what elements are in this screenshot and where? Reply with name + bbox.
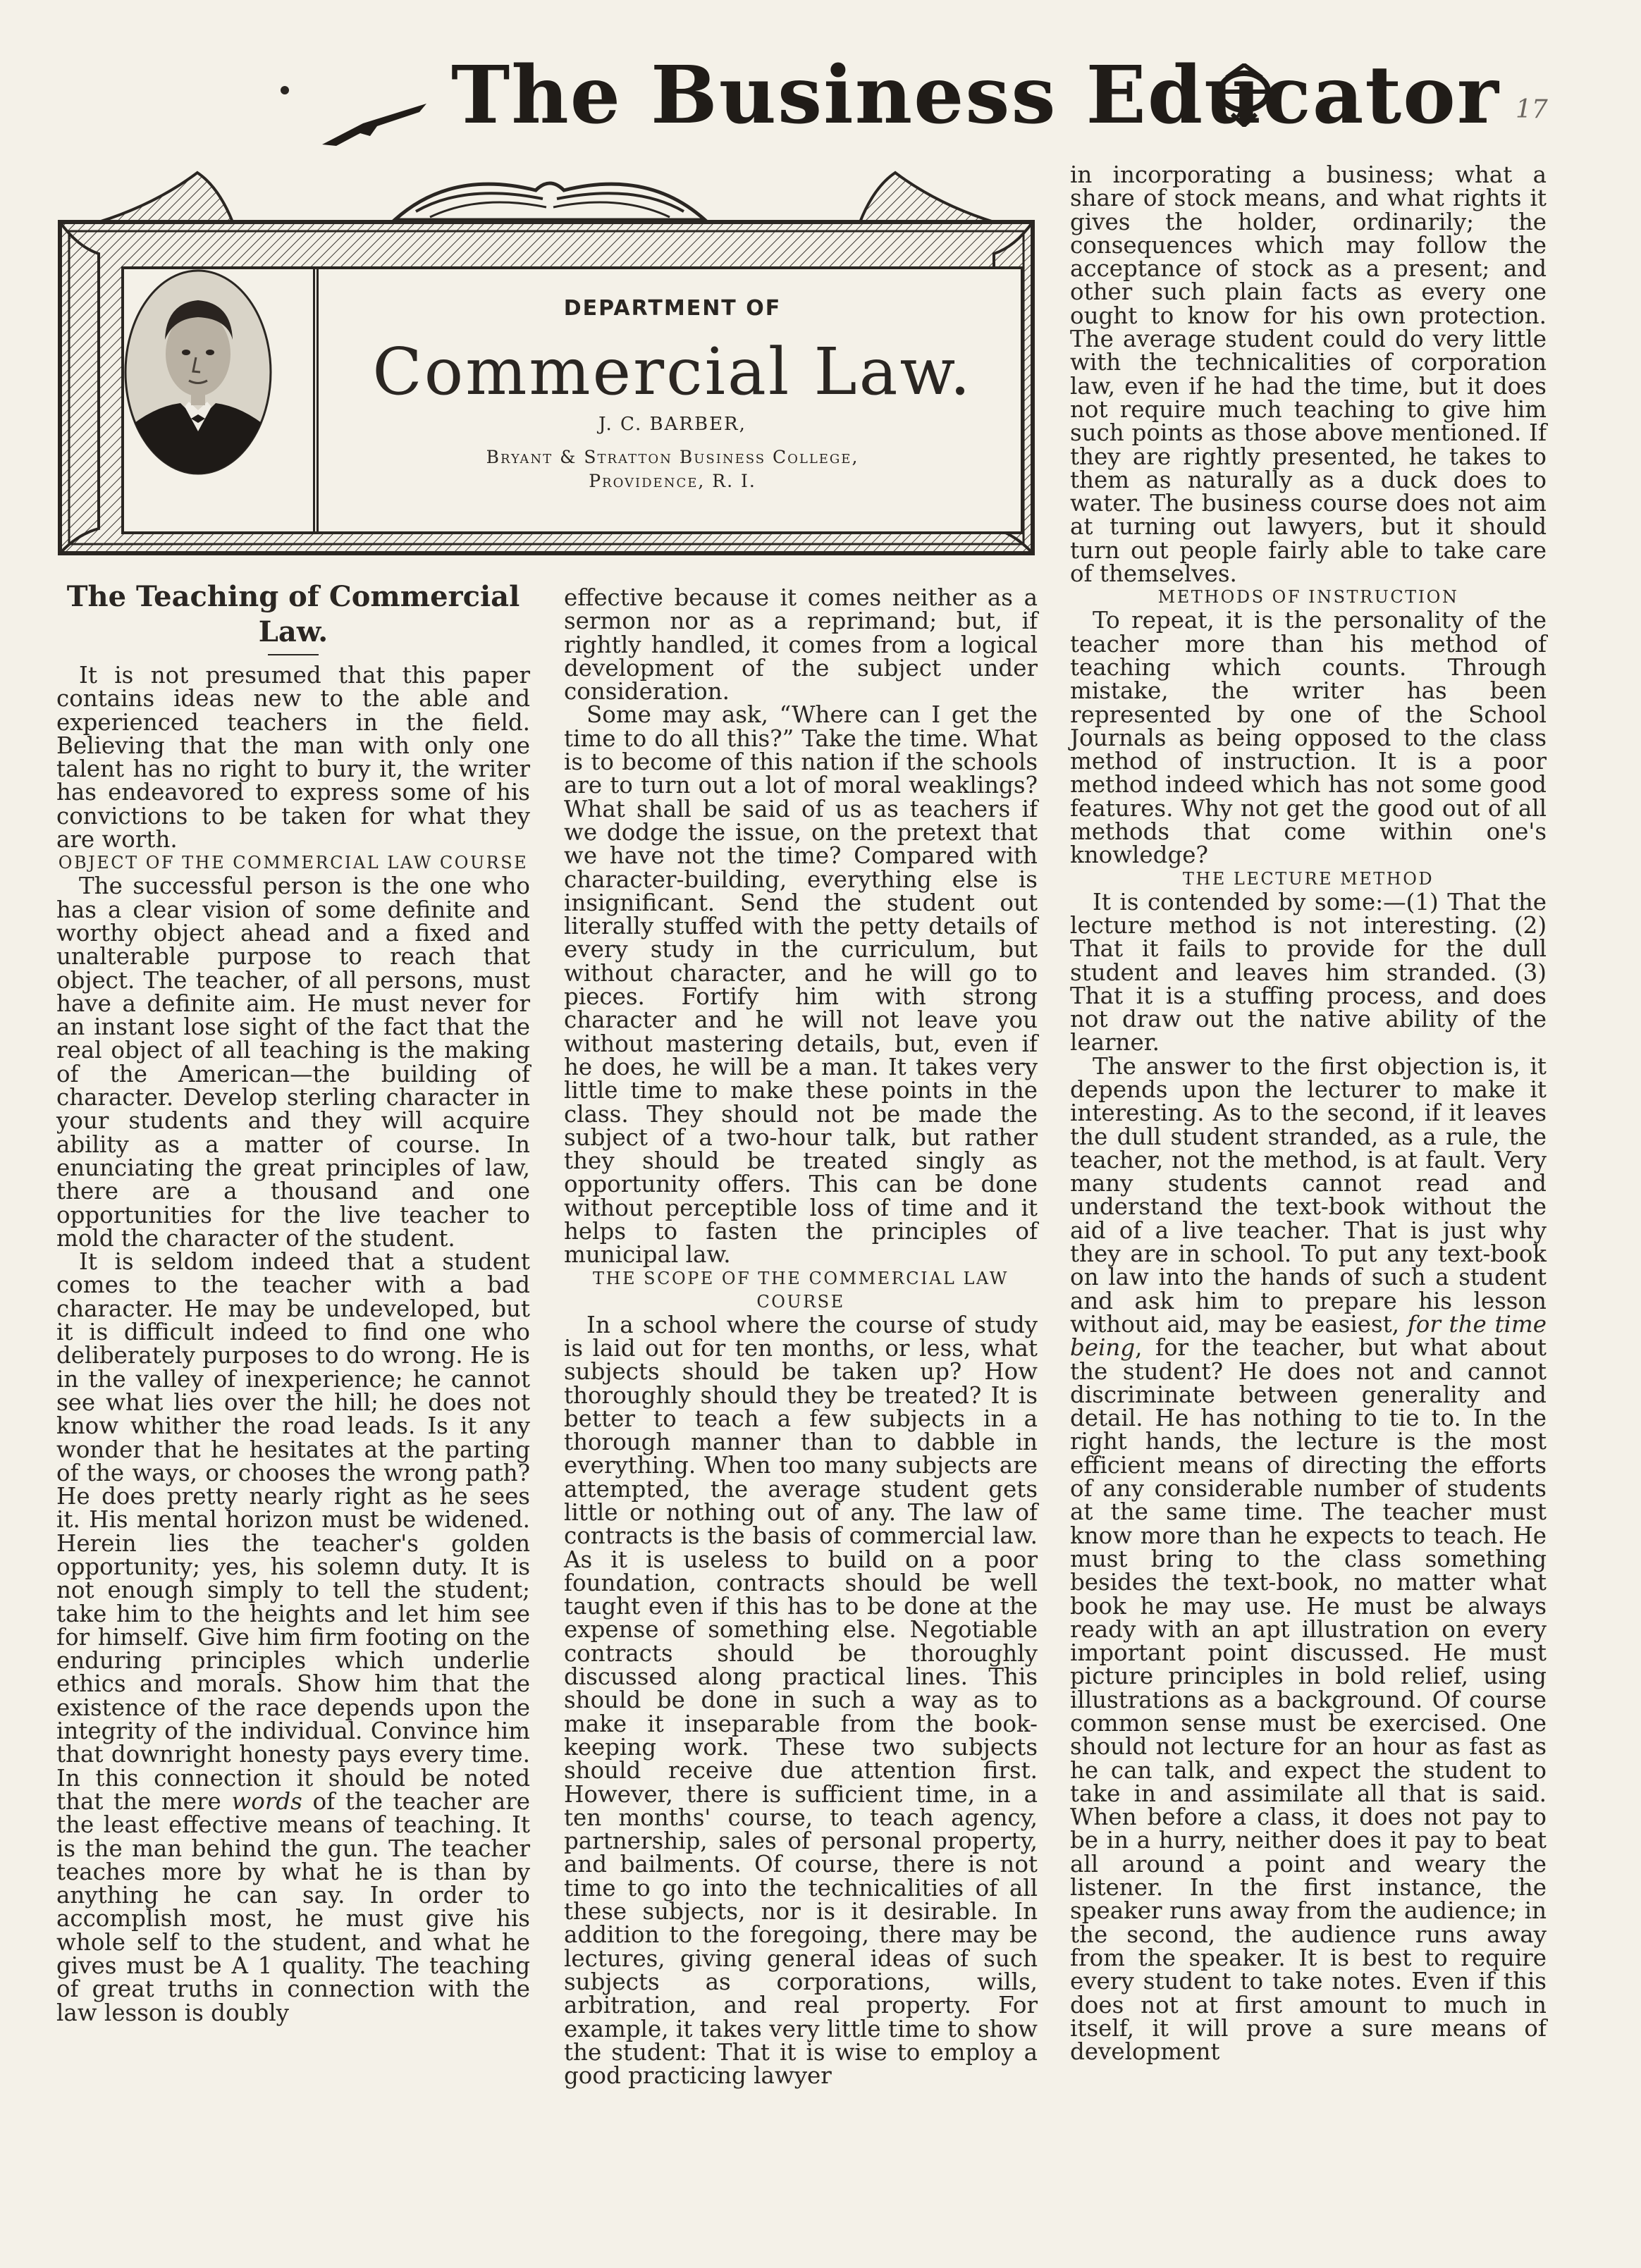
masthead-title: The Business Educator: [451, 49, 1500, 142]
department-label: DEPARTMENT OF: [563, 296, 782, 321]
section-heading: THE SCOPE OF THE COMMERCIAL LAW COURSE: [593, 1268, 1009, 1312]
italic-text: for the time being: [1070, 1310, 1547, 1362]
paragraph: To repeat, it is the personality of the teacher more than his method of teaching which counts. Through mistake, the writer has been represented by one of the School Journals as being opposed to the class method of instruction. It is a poor method indeed which has not some good features. Why not get the good out of all methods that come within one's knowledge?: [1070, 607, 1547, 869]
page-number: 17: [1516, 95, 1548, 124]
column-2: [564, 586, 1038, 2088]
paragraph: In a school where the course of study is laid out for ten months, or less, what subjects should be taken up? How thoroughly should they be treated? It is better to teach a few subjects in a thorough manner than to dabble in everything. When too many subjects are attempted, the average student gets little or nothing out of any. The law of contracts is the basis of commercial law. As it is useless to build on a poor foundation, contracts should be well taught even if this has to be done at the expense of something else. Negotiable contracts should be thoroughly discussed along practical lines. This should be done in such a way as to make it inseparable from the book-keeping work. These two subjects should receive due attention first. However, there is sufficient time, in a ten months' course, to teach agency, partnership, sales of personal property, and bailments. Of course, there is not time to go into the technicalities of all these subjects, nor is it desirable. In addition to the foregoing, there may be lectures, giving general ideas of such subjects as corporations, wills, arbitration, and real property. For example, it takes very little time to show the student: That it is wise to employ a good practicing lawyer: [564, 1311, 1038, 2090]
paragraph: Some may ask, “Where can I get the time to do all this?” Take the time. What is to become of this nation if the schools are to turn out a lot of moral weaklings? What shall be said of us as teachers if we dodge the issue, on the pretext that we have not the time? Compared with character-building, everything else is insignificant. Send the student out literally stuffed with the petty details of every study in the curriculum, but without character, and he will go to pieces. Fortify him with strong character and he will not leave you without mastering details, but, even if he does, he will be a man. It takes very little time to make these points in the class. They should not be made the subject of a two-hour talk, but rather they should be treated singly as opportunity offers. This can be done without perceptible loss of time and it helps to fasten the principles of municipal law.: [564, 701, 1038, 1269]
affiliation-line-2: Providence, R. I.: [589, 471, 756, 491]
banner-divider: [313, 269, 319, 531]
section-heading: THE LECTURE METHOD: [1182, 868, 1434, 889]
emblem-icon: [1212, 63, 1276, 127]
paragraph: in incorporating a business; what a share of stock means, and what rights it gives the holder, ordinarily; the consequences which may follow the acceptance of stock as a present; and other such plain facts as every one ought to know for his own protection. The average student could do very little with the technicalities of corporation law, even if he had the time, but it does not require much teaching to give him such points as those above mentioned. If they are rightly presented, he takes to them as naturally as a duck does to water. The business course does not aim at turning out lawyers, but it should turn out people fairly able to take care of themselves.: [1070, 161, 1547, 588]
text-run: , for the teacher, but what about the student? He does not and cannot discriminate between generality and detail. He has nothing to tie to. In the right hands, the lecture is the most efficient means of directing the efforts of any considerable number of students at the same time. The teacher must know more than he expects to teach. He must bring to the class something besides the text-book, no matter what book he may use. He must be always ready with an apt illustration on every important point discussed. He must picture principles in bold relief, using illustrations as a background. Of course common sense must be exercised. One should not lecture for an hour as fast as he can talk, and expect the student to take in and assimilate all that is said. When before a class, it does not pay to be in a hurry, neither does it pay to beat all around a point and weary the listener. In the first instance, the speaker runs away from the audience; in the second, the audience runs away from the speaker. It is best to require every student to take notes. Even if this does not at first amount to much in itself, it will prove a sure means of development: [1070, 1334, 1547, 2066]
title-rule: [268, 654, 319, 655]
affiliation-line-1: Bryant & Stratton Business College,: [486, 447, 859, 467]
paragraph: effective because it comes neither as a sermon nor as a reprimand; but, if rightly handled, it comes from a logical development of the subject under consideration.: [564, 584, 1038, 705]
department-affiliation: [319, 445, 1026, 493]
paragraph: It is not presumed that this paper contains ideas new to the able and experienced teachers in the field. Believing that the man with only one talent has no right to bury it, the writer has endeavored to express some of his convictions to be taken for what they are worth.: [56, 662, 530, 853]
department-title: Commercial Law.: [372, 334, 973, 409]
italic-text: words: [231, 1787, 302, 1815]
text-run: The answer to the first objection is, it depends upon the lecturer to make it interesting. As to the second, if it leaves the dull student stranded, as a rule, the teacher, not the method, is at fault. Very many students cannot read and understand the text-book without the aid of a live teacher. That is just why they are in school. To put any text-book on law into the hands of such a student and ask him to prepare his lesson without aid, may be easiest,: [1070, 1052, 1547, 1338]
masthead: [0, 42, 1641, 148]
article-title: The Teaching of Commercial Law.: [66, 580, 520, 648]
paragraph: [1070, 1052, 1547, 2066]
text-run: of the teacher are the least effective means of teaching. It is the man behind the gun. The teacher teaches more by what he is than by anything he can say. In order to accomplish most, he must give his whole self to the student, and what he gives must be A 1 quality. The teaching of great truths in connection with the law lesson is doubly: [56, 1787, 530, 2026]
section-heading: OBJECT OF THE COMMERCIAL LAW COURSE: [58, 853, 529, 873]
department-author: J. C. BARBER,: [598, 414, 746, 435]
text-run: It is seldom indeed that a student comes to the teacher with a bad character. He may be undeveloped, but it is difficult indeed to find one who deliberately purposes to do wrong. He is in the valley of inexperience; he cannot see what lies over the hill; he does not know whither the road leads. Is it any wonder that he hesitates at the parting of the ways, or chooses the wrong path? He does pretty nearly right as he sees it. His mental horizon must be widened. Herein lies the teacher's golden opportunity; yes, his solemn duty. It is not enough simply to tell the student; take him to the heights and let him see for himself. Give him firm footing on the enduring principles which underlie ethics and morals. Show him that the existence of the race depends upon the integrity of the individual. Convince him that downright honesty pays every time. In this connection it should be noted that the mere: [56, 1248, 530, 1815]
masthead-dot: [281, 86, 289, 94]
paragraph: [56, 1250, 530, 2025]
author-portrait: [124, 269, 272, 475]
section-heading: METHODS OF INSTRUCTION: [1157, 587, 1459, 608]
banner-panel: [121, 266, 1024, 534]
column-1: [56, 664, 530, 2025]
paragraph: It is contended by some:—(1) That the lecture method is not interesting. (2) That it fails to provide for the dull student and leaves him stranded. (3) That it is a stuffing process, and does not draw out the native ability of the learner.: [1070, 888, 1547, 1056]
quill-pen-icon: [321, 102, 434, 152]
column-3: [1070, 161, 1547, 2066]
paragraph: The successful person is the one who has a clear vision of some definite and worthy object ahead and a fixed and unalterable purpose to reach that object. The teacher, of all persons, must have a definite aim. He must never for an instant lose sight of the fact that the real object of all teaching is the making of the American—the building of character. Develop sterling character in your students and they will acquire ability as a matter of course. In enunciating the great principles of law, there are a thousand and one opportunities for the live teacher to mold the character of the student.: [56, 873, 530, 1252]
department-banner: [56, 162, 1036, 557]
